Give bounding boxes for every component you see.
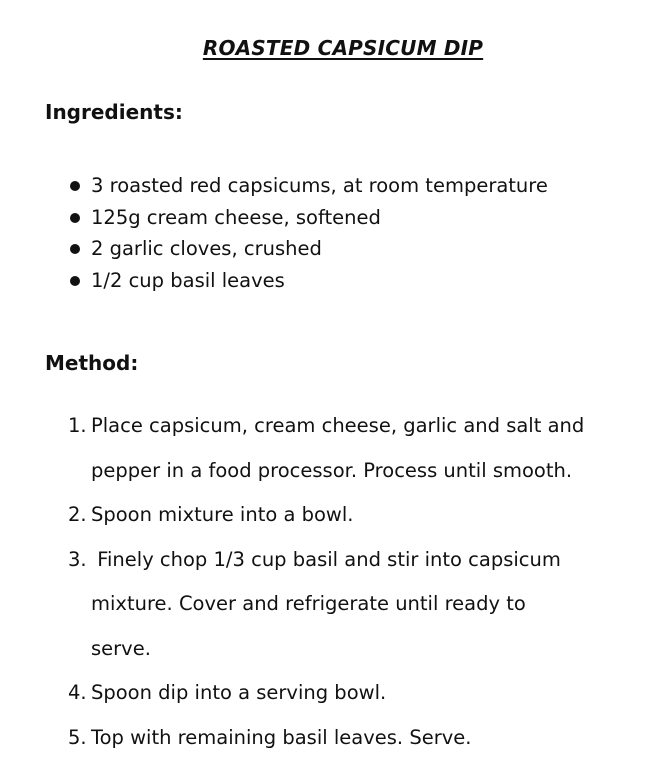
ingredient-text: 3 roasted red capsicums, at room temperature (91, 174, 548, 197)
ingredients-heading: Ingredients: (45, 100, 183, 124)
ingredient-text: 1/2 cup basil leaves (91, 269, 285, 292)
step-text-line: Finely chop 1/3 cup basil and stir into capsicum (91, 538, 584, 583)
step-number: 4. (68, 671, 87, 716)
step-number: 1. (68, 404, 87, 449)
method-steps-list (68, 404, 584, 760)
step-text-line: Place capsicum, cream cheese, garlic and salt and (91, 404, 584, 449)
method-step (68, 404, 584, 493)
ingredients-list (68, 173, 548, 299)
ingredient-item (68, 236, 548, 268)
step-text-line: Spoon mixture into a bowl. (91, 493, 584, 538)
recipe-title: ROASTED CAPSICUM DIP (0, 36, 649, 60)
bullet-icon (70, 244, 80, 254)
method-step (68, 716, 584, 760)
step-number: 3. (68, 538, 87, 583)
step-text-line: serve. (91, 627, 584, 672)
step-text-line: Top with remaining basil leaves. Serve. (91, 716, 584, 760)
ingredient-item (68, 268, 548, 300)
ingredient-item (68, 205, 548, 237)
method-step (68, 493, 584, 538)
step-number: 2. (68, 493, 87, 538)
step-text-line: pepper in a food processor. Process until smooth. (91, 449, 584, 494)
method-step (68, 538, 584, 672)
method-heading: Method: (45, 351, 138, 375)
bullet-icon (70, 276, 80, 286)
ingredient-text: 125g cream cheese, softened (91, 206, 381, 229)
step-text-line: mixture. Cover and refrigerate until ready to (91, 582, 584, 627)
bullet-icon (70, 181, 80, 191)
bullet-icon (70, 213, 80, 223)
method-step (68, 671, 584, 716)
step-text-line: Spoon dip into a serving bowl. (91, 671, 584, 716)
ingredient-text: 2 garlic cloves, crushed (91, 237, 322, 260)
step-number: 5. (68, 716, 87, 760)
ingredient-item (68, 173, 548, 205)
